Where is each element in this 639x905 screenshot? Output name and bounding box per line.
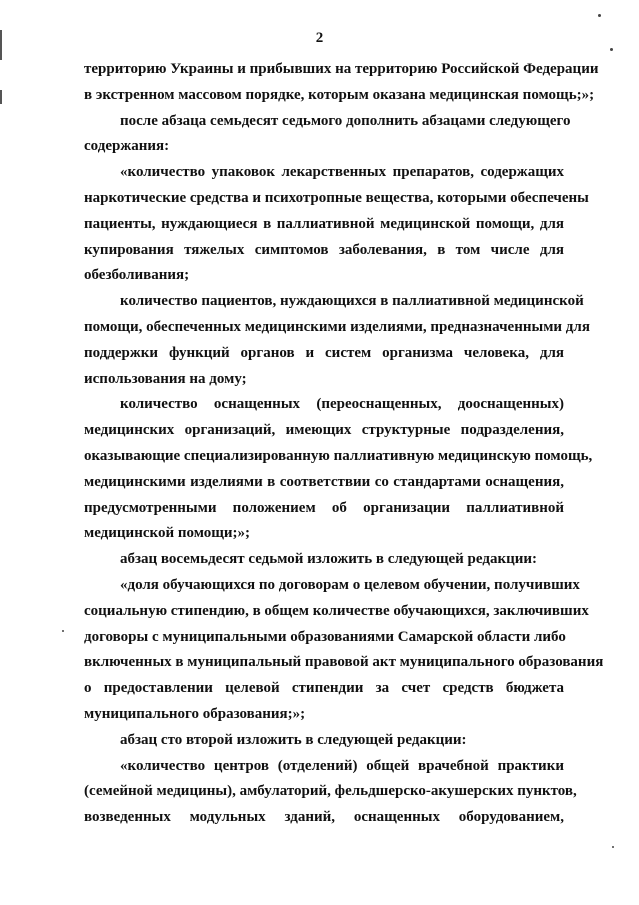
- text-line: содержания:: [84, 138, 170, 155]
- text-line: медицинской помощи;»;: [84, 525, 251, 542]
- text-line: в экстренном массовом порядке, которым оказана медицинская помощь;»;: [84, 86, 595, 103]
- text-line: муниципального образования;»;: [84, 705, 306, 722]
- scan-speck: [62, 630, 64, 632]
- text-line: пациенты, нуждающиеся в паллиативной медицинской помощи, для: [84, 215, 564, 232]
- text-line: оказывающие специализированную паллиативную медицинскую помощь,: [84, 447, 593, 464]
- text-line: купирования тяжелых симптомов заболевания, в том числе для: [84, 241, 564, 258]
- text-line: (семейной медицины), амбулаторий, фельдшерско-акушерских пунктов,: [84, 783, 577, 800]
- page-number: 2: [315, 30, 324, 46]
- scan-speck: [612, 846, 614, 848]
- text-line: территорию Украины и прибывших на территорию Российской Федерации: [84, 61, 599, 77]
- text-line: помощи, обеспеченных медицинскими изделиями, предназначенными для: [84, 318, 590, 335]
- text-line: наркотические средства и психотропные вещества, которыми обеспечены: [84, 189, 589, 206]
- text-line: обезболивания;: [84, 267, 190, 284]
- scan-speck: [598, 14, 601, 17]
- scan-edge-mark: [0, 30, 2, 60]
- document-body: [84, 57, 604, 831]
- text-line: включенных в муниципальный правовой акт муниципального образования: [84, 654, 604, 671]
- text-line: «количество упаковок лекарственных препаратов, содержащих: [120, 164, 564, 181]
- text-line: «доля обучающихся по договорам о целевом обучении, получивших: [120, 576, 580, 593]
- text-line: предусмотренными положением об организации паллиативной: [84, 499, 564, 516]
- text-line: социальную стипендию, в общем количестве обучающихся, заключивших: [84, 602, 589, 619]
- text-line: количество пациентов, нуждающихся в паллиативной медицинской: [120, 293, 584, 310]
- text-line: абзац восемьдесят седьмой изложить в следующей редакции:: [120, 551, 538, 568]
- scan-speck: [610, 48, 613, 51]
- text-line: абзац сто второй изложить в следующей редакции:: [120, 731, 467, 748]
- text-line: поддержки функций органов и систем организма человека, для: [84, 344, 564, 361]
- text-line: «количество центров (отделений) общей врачебной практики: [120, 757, 564, 774]
- text-line: использования на дому;: [84, 370, 247, 387]
- text-line: возведенных модульных зданий, оснащенных оборудованием,: [84, 809, 564, 826]
- text-line: договоры с муниципальными образованиями Самарской области либо: [84, 628, 566, 645]
- text-line: после абзаца семьдесят седьмого дополнить абзацами следующего: [120, 112, 571, 129]
- text-line: о предоставлении целевой стипендии за счет средств бюджета: [84, 680, 564, 697]
- scan-edge-mark: [0, 90, 2, 104]
- text-line: количество оснащенных (переоснащенных, дооснащенных): [120, 396, 564, 413]
- text-line: медицинских организаций, имеющих структурные подразделения,: [84, 422, 564, 439]
- text-line: медицинскими изделиями в соответствии со стандартами оснащения,: [84, 473, 564, 490]
